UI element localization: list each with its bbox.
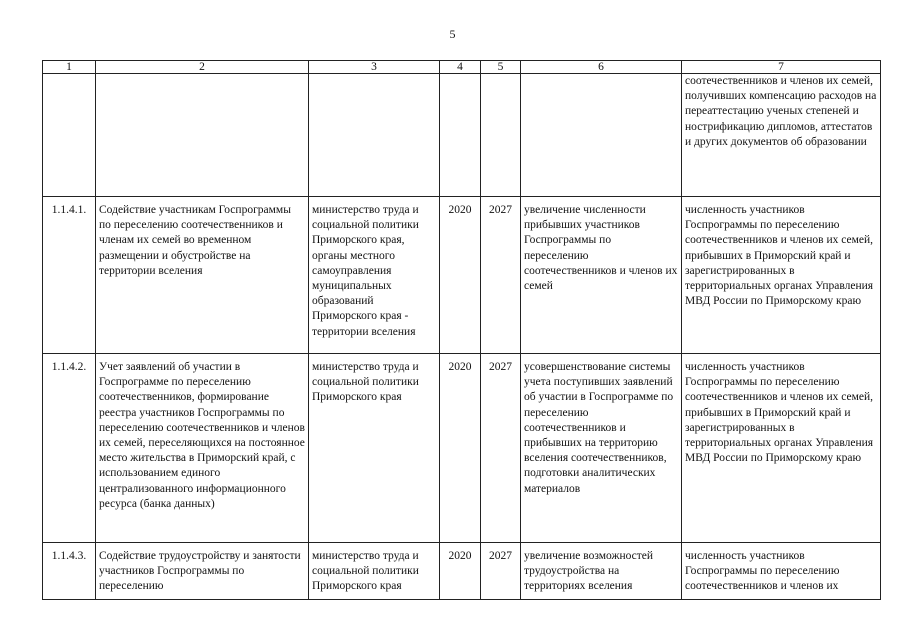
row-number: 1.1.4.1. — [43, 197, 96, 354]
end-year-cell: 2027 — [481, 354, 521, 543]
indicator-cell: численность участников Госпрограммы по переселению соотечественников и членов их семей, прибывших в Приморский край и зарегистрированных в территориальных органах Управления МВД России по Приморскому краю — [682, 197, 881, 354]
event-cell: Учет заявлений об участии в Госпрограмме по переселению соотечественников, формирование реестра участников Госпрограммы по переселению соотечественников и членов их семей, переселяющихся на постоянное место жительства в Приморский край, с использованием единого централизованного информационного ресурса (банка данных) — [96, 354, 309, 543]
column-header: 5 — [481, 61, 521, 74]
start-year-cell: 2020 — [440, 354, 481, 543]
indicator-cell: численность участников Госпрограммы по переселению соотечественников и членов их — [682, 543, 881, 600]
start-year-cell — [440, 74, 481, 197]
table-row — [43, 197, 881, 354]
page-number: 5 — [449, 27, 456, 41]
end-year-cell: 2027 — [481, 543, 521, 600]
result-cell — [521, 74, 682, 197]
header-row — [43, 61, 881, 74]
result-cell: усовершенствование системы учета поступивших заявлений об участии в Госпрограмме по переселению соотечественников и прибывших на территорию вселения соотечественников, подготовки аналитических материалов — [521, 354, 682, 543]
indicator-cell: соотечественников и членов их семей, получивших компенсацию расходов на переаттестацию ученых степеней и нострификацию дипломов, аттестатов и других документов об образовании — [682, 74, 881, 197]
row-number: 1.1.4.2. — [43, 354, 96, 543]
column-header: 2 — [96, 61, 309, 74]
result-cell: увеличение численности прибывших участников Госпрограммы по переселению соотечественников и членов их семей — [521, 197, 682, 354]
table-row — [43, 74, 881, 197]
activities-table — [42, 60, 881, 600]
table-row — [43, 354, 881, 543]
executor-cell: министерство труда и социальной политики Приморского края — [309, 543, 440, 600]
column-header: 4 — [440, 61, 481, 74]
row-number — [43, 74, 96, 197]
indicator-cell: численность участников Госпрограммы по переселению соотечественников и членов их семей, прибывших в Приморский край и зарегистрированных в территориальных органах Управления МВД России по Приморскому краю — [682, 354, 881, 543]
executor-cell: министерство труда и социальной политики Приморского края — [309, 354, 440, 543]
table-row — [43, 543, 881, 600]
end-year-cell — [481, 74, 521, 197]
event-cell: Содействие трудоустройству и занятости участников Госпрограммы по переселению — [96, 543, 309, 600]
column-header: 1 — [43, 61, 96, 74]
row-number: 1.1.4.3. — [43, 543, 96, 600]
start-year-cell: 2020 — [440, 543, 481, 600]
column-header: 7 — [682, 61, 881, 74]
executor-cell — [309, 74, 440, 197]
result-cell: увеличение возможностей трудоустройства на территориях вселения — [521, 543, 682, 600]
executor-cell: министерство труда и социальной политики Приморского края, органы местного самоуправления муниципальных образований Приморского края - территории вселения — [309, 197, 440, 354]
end-year-cell: 2027 — [481, 197, 521, 354]
event-cell: Содействие участникам Госпрограммы по переселению соотечественников и членам их семей во временном размещении и обустройстве на территории вселения — [96, 197, 309, 354]
start-year-cell: 2020 — [440, 197, 481, 354]
event-cell — [96, 74, 309, 197]
column-header: 3 — [309, 61, 440, 74]
column-header: 6 — [521, 61, 682, 74]
